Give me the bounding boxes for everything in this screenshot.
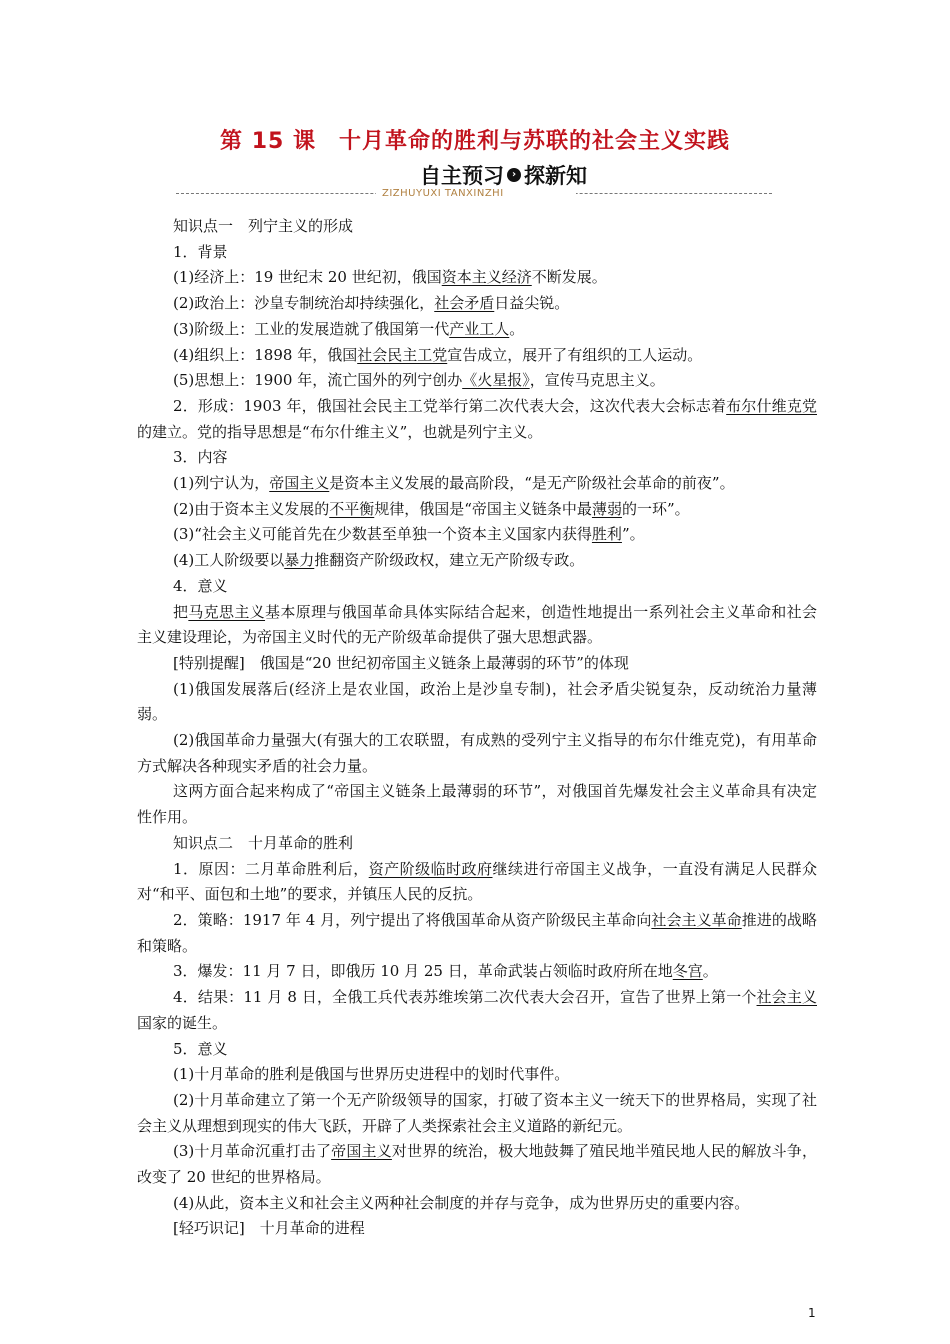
- underlined-key-term: 产业工人: [449, 319, 510, 338]
- text-segment: 1．背景: [173, 242, 228, 261]
- paragraph: [137, 831, 817, 857]
- paragraph: [137, 368, 817, 394]
- text-segment: 3．内容: [173, 448, 228, 467]
- text-segment: 继续进行帝国主义战争，一直没有满足人民群众对“和平、面包和土地”的要求，并镇压人民的反抗。: [137, 859, 817, 904]
- paragraph: [137, 291, 817, 317]
- text-segment: 5．意义: [173, 1039, 228, 1058]
- text-segment: 推进的战略和策略。: [137, 910, 817, 955]
- text-segment: (4)工人阶级要以: [173, 551, 285, 570]
- paragraph: [137, 522, 817, 548]
- underlined-key-term: 马克思主义: [188, 602, 266, 621]
- text-segment: 3．爆发：11 月 7 日，即俄历 10 月 25 日，革命武装占领临时政府所在地: [173, 962, 673, 981]
- underlined-key-term: 资产阶级临时政府: [368, 859, 493, 878]
- paragraph: [137, 1139, 817, 1190]
- paragraph: [137, 908, 817, 959]
- paragraph: [137, 677, 817, 728]
- paragraph: [137, 600, 817, 651]
- paragraph: [137, 214, 817, 240]
- text-segment: 日益尖锐。: [494, 294, 570, 313]
- document-body: [137, 214, 817, 1242]
- paragraph: [137, 394, 817, 445]
- underlined-key-term: 社会主义: [756, 988, 817, 1007]
- chevron-right-icon: ›: [507, 168, 521, 182]
- underlined-key-term: 社会主义革命: [651, 910, 742, 929]
- paragraph: [137, 343, 817, 369]
- text-segment: ，宣传马克思主义。: [529, 371, 665, 390]
- paragraph: [137, 574, 817, 600]
- text-segment: (4)从此，资本主义和社会主义两种社会制度的并存与竞争，成为世界历史的重要内容。: [173, 1193, 750, 1212]
- text-segment: 2．形成：1903 年，俄国社会民主工党举行第二次代表大会，这次代表大会标志着: [173, 396, 727, 415]
- paragraph: [137, 728, 817, 779]
- paragraph: [137, 1088, 817, 1139]
- paragraph: [137, 1062, 817, 1088]
- text-segment: 知识点二 十月革命的胜利: [173, 833, 354, 852]
- text-segment: (5)思想上：1900 年，流亡国外的列宁创办: [173, 371, 463, 390]
- text-segment: 把: [173, 602, 189, 621]
- underlined-key-term: 冬宫: [672, 962, 703, 981]
- underlined-key-term: 《火星报》: [462, 371, 530, 390]
- text-segment: (3)十月革命沉重打击了: [173, 1142, 332, 1161]
- text-segment: 国家的诞生。: [137, 1013, 228, 1032]
- text-segment: [特别提醒] 俄国是“20 世纪初帝国主义链条上最薄弱的环节”的体现: [173, 653, 629, 672]
- text-segment: 1．原因：二月革命胜利后，: [173, 859, 369, 878]
- page-number: 1: [808, 1306, 816, 1320]
- banner-left-text: 自主预习: [420, 164, 504, 188]
- underlined-key-term: 胜利: [591, 525, 622, 544]
- underlined-key-term: 帝国主义: [331, 1142, 392, 1161]
- banner-pinyin: ZIZHUYUXI TANXINZHI: [382, 188, 504, 199]
- paragraph: [137, 240, 817, 266]
- underlined-key-term: 帝国主义: [269, 474, 330, 493]
- text-segment: 2．策略：1917 年 4 月，列宁提出了将俄国革命从资产阶级民主革命向: [173, 910, 652, 929]
- underlined-key-term: 资本主义经济: [441, 268, 532, 287]
- text-segment: 对世界的统治，极大地鼓舞了殖民地半殖民地人民的解放斗争，改变了 20 世纪的世界格局。: [137, 1142, 817, 1187]
- text-segment: 推翻资产阶级政权，建立无产阶级专政。: [314, 551, 585, 570]
- text-segment: (2)由于资本主义发展的: [173, 499, 330, 518]
- text-segment: (4)组织上：1898 年，俄国: [173, 345, 358, 364]
- text-segment: 。: [509, 319, 525, 338]
- text-segment: 不断发展。: [531, 268, 607, 287]
- underlined-key-term: 社会民主工党: [357, 345, 448, 364]
- paragraph: [137, 651, 817, 677]
- text-segment: 规律，俄国是“帝国主义链条中最: [374, 499, 592, 518]
- text-segment: (1)十月革命的胜利是俄国与世界历史进程中的划时代事件。: [173, 1065, 570, 1084]
- text-segment: ”。: [621, 525, 645, 544]
- text-segment: (2)俄国革命力量强大(有强大的工农联盟，有成熟的受列宁主义指导的布尔什维克党)，有用革命方式解决各种现实矛盾的社会力量。: [137, 731, 817, 775]
- text-segment: [轻巧识记] 十月革命的进程: [173, 1219, 365, 1238]
- text-segment: 4．意义: [173, 576, 228, 595]
- underlined-key-term: 暴力: [284, 551, 315, 570]
- paragraph: [137, 471, 817, 497]
- underlined-key-term: 不平衡: [329, 499, 375, 518]
- paragraph: [137, 985, 817, 1036]
- paragraph: [137, 265, 817, 291]
- paragraph: [137, 1216, 817, 1242]
- underlined-key-term: 薄弱: [591, 499, 622, 518]
- section-banner: [420, 162, 587, 188]
- paragraph: [137, 497, 817, 523]
- paragraph: [137, 548, 817, 574]
- text-segment: (1)俄国发展落后(经济上是农业国，政治上是沙皇专制)，社会矛盾尖锐复杂，反动统治力量薄弱。: [137, 679, 817, 724]
- text-segment: 4．结果：11 月 8 日，全俄工兵代表苏维埃第二次代表大会召开，宣告了世界上第一个: [173, 988, 757, 1007]
- text-segment: (2)十月革命建立了第一个无产阶级领导的国家，打破了资本主义一统天下的世界格局，实现了社会主义从理想到现实的伟大飞跃，开辟了人类探索社会主义道路的新纪元。: [137, 1090, 817, 1135]
- text-segment: (3)“社会主义可能首先在少数甚至单独一个资本主义国家内获得: [173, 525, 592, 544]
- paragraph: [137, 779, 817, 830]
- text-segment: 。: [702, 962, 718, 981]
- paragraph: [137, 317, 817, 343]
- text-segment: 这两方面合起来构成了“帝国主义链条上最薄弱的环节”，对俄国首先爆发社会主义革命具有决定性作用。: [137, 782, 817, 827]
- text-segment: (1)列宁认为，: [173, 474, 270, 493]
- text-segment: 知识点一 列宁主义的形成: [173, 217, 354, 235]
- paragraph: [137, 857, 817, 908]
- text-segment: 基本原理与俄国革命具体实际结合起来，创造性地提出一系列社会主义革命和社会主义建设理论，为帝国主义时代的无产阶级革命提供了强大思想武器。: [137, 602, 817, 647]
- text-segment: 是资本主义发展的最高阶段，“是无产阶级社会革命的前夜”。: [329, 474, 735, 493]
- paragraph: [137, 1037, 817, 1063]
- text-segment: 宣告成立，展开了有组织的工人运动。: [447, 345, 703, 364]
- text-segment: 的建立。党的指导思想是“布尔什维主义”，也就是列宁主义。: [137, 422, 543, 441]
- text-segment: (3)阶级上：工业的发展造就了俄国第一代: [173, 319, 450, 338]
- banner-right-text: 探新知: [524, 164, 587, 188]
- paragraph: [137, 1191, 817, 1217]
- paragraph: [137, 445, 817, 471]
- text-segment: (1)经济上：19 世纪末 20 世纪初，俄国: [173, 268, 442, 287]
- paragraph: [137, 959, 817, 985]
- underlined-key-term: 社会矛盾: [434, 294, 495, 313]
- text-segment: (2)政治上：沙皇专制统治却持续强化，: [173, 294, 435, 313]
- lesson-title: 第 15 课 十月革命的胜利与苏联的社会主义实践: [220, 129, 730, 154]
- text-segment: 的一环”。: [621, 499, 690, 518]
- underlined-key-term: 布尔什维克党: [726, 396, 817, 415]
